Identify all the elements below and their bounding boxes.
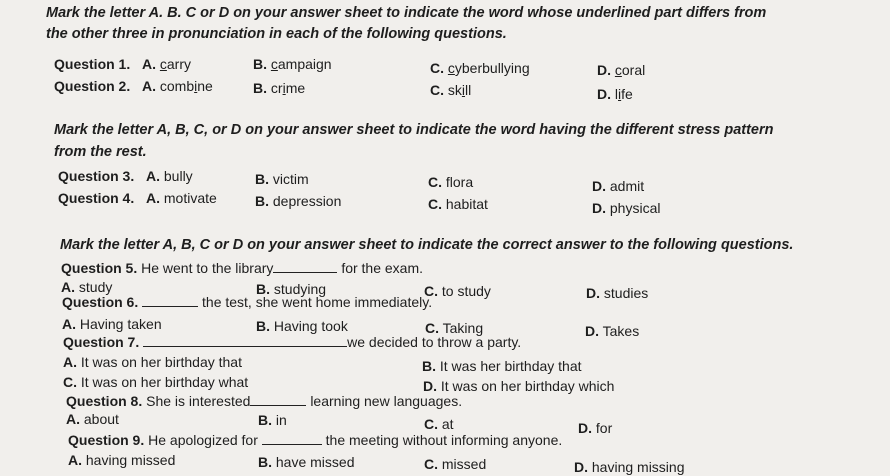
q3-option-c[interactable]: C. flora	[428, 174, 474, 190]
answer-blank[interactable]	[142, 294, 198, 307]
q2-option-a[interactable]: A. combine	[142, 78, 213, 94]
q7-option-d[interactable]: D. It was on her birthday which	[423, 378, 615, 394]
q1-option-b[interactable]: B. campaign	[253, 56, 332, 72]
section3-instruction: Mark the letter A, B, C or D on your answer sheet to indicate the correct answer to the following questions.	[60, 237, 794, 253]
q2-option-c[interactable]: C. skill	[430, 82, 472, 98]
q8-option-c[interactable]: C. at	[424, 416, 454, 432]
q6-option-a[interactable]: A. Having taken	[62, 316, 162, 332]
answer-blank[interactable]	[273, 260, 337, 273]
q4-option-b[interactable]: B. depression	[255, 193, 342, 209]
answer-blank[interactable]	[143, 334, 347, 347]
q9-option-c[interactable]: C. missed	[424, 456, 487, 472]
section2-instruction-line1: Mark the letter A, B, C, or D on your answer sheet to indicate the word having the different stress pattern	[54, 122, 774, 138]
question-5-stem: Question 5. He went to the library for the exam.	[61, 260, 424, 276]
question-9-stem: Question 9. He apologized for the meeting without informing anyone.	[68, 432, 563, 448]
section1-instruction-line2: the other three in pronunciation in each of the following questions.	[46, 26, 507, 42]
section1-instruction-line1: Mark the letter A. B. C or D on your answer sheet to indicate the word whose underlined part differs from	[46, 5, 767, 21]
q5-option-b[interactable]: B. studying	[256, 281, 327, 297]
answer-blank[interactable]	[262, 432, 322, 445]
q6-option-c[interactable]: C. Taking	[425, 320, 484, 336]
q3-option-d[interactable]: D. admit	[592, 178, 645, 194]
question-1-label: Question 1.	[54, 56, 131, 72]
q8-option-a[interactable]: A. about	[66, 411, 119, 427]
q4-option-a[interactable]: A. motivate	[146, 190, 217, 206]
q3-option-b[interactable]: B. victim	[255, 171, 309, 187]
q1-option-c[interactable]: C. cyberbullying	[430, 60, 530, 76]
question-7-stem: Question 7. we decided to throw a party.	[63, 334, 522, 350]
q2-option-d[interactable]: D. life	[597, 86, 633, 102]
q1-option-d[interactable]: D. coral	[597, 62, 646, 78]
q8-option-b[interactable]: B. in	[258, 412, 287, 428]
question-2-label: Question 2.	[54, 78, 131, 94]
q6-option-b[interactable]: B. Having took	[256, 318, 348, 334]
q5-option-d[interactable]: D. studies	[586, 285, 649, 301]
q7-option-b[interactable]: B. It was her birthday that	[422, 358, 582, 374]
q3-option-a[interactable]: A. bully	[146, 168, 193, 184]
q5-option-c[interactable]: C. to study	[424, 283, 491, 299]
q6-option-d[interactable]: D. Takes	[585, 323, 640, 339]
question-4-label: Question 4.	[58, 190, 135, 206]
q7-option-c[interactable]: C. It was on her birthday what	[63, 374, 249, 390]
q1-option-a[interactable]: A. carry	[142, 56, 192, 72]
q7-option-a[interactable]: A. It was on her birthday that	[63, 354, 242, 370]
q4-option-d[interactable]: D. physical	[592, 200, 661, 216]
q2-option-b[interactable]: B. crime	[253, 80, 306, 96]
question-3-label: Question 3.	[58, 168, 135, 184]
question-6-stem: Question 6. the test, she went home immediately.	[62, 294, 433, 310]
q9-option-d[interactable]: D. having missing	[574, 459, 685, 475]
q8-option-d[interactable]: D. for	[578, 420, 613, 436]
section2-instruction-line2: from the rest.	[54, 144, 147, 160]
answer-blank[interactable]	[250, 393, 306, 406]
q9-option-b[interactable]: B. have missed	[258, 454, 355, 470]
q4-option-c[interactable]: C. habitat	[428, 196, 488, 212]
q9-option-a[interactable]: A. having missed	[68, 452, 176, 468]
question-8-stem: Question 8. She is interested learning new languages.	[66, 393, 463, 409]
q5-option-a[interactable]: A. study	[61, 279, 113, 295]
